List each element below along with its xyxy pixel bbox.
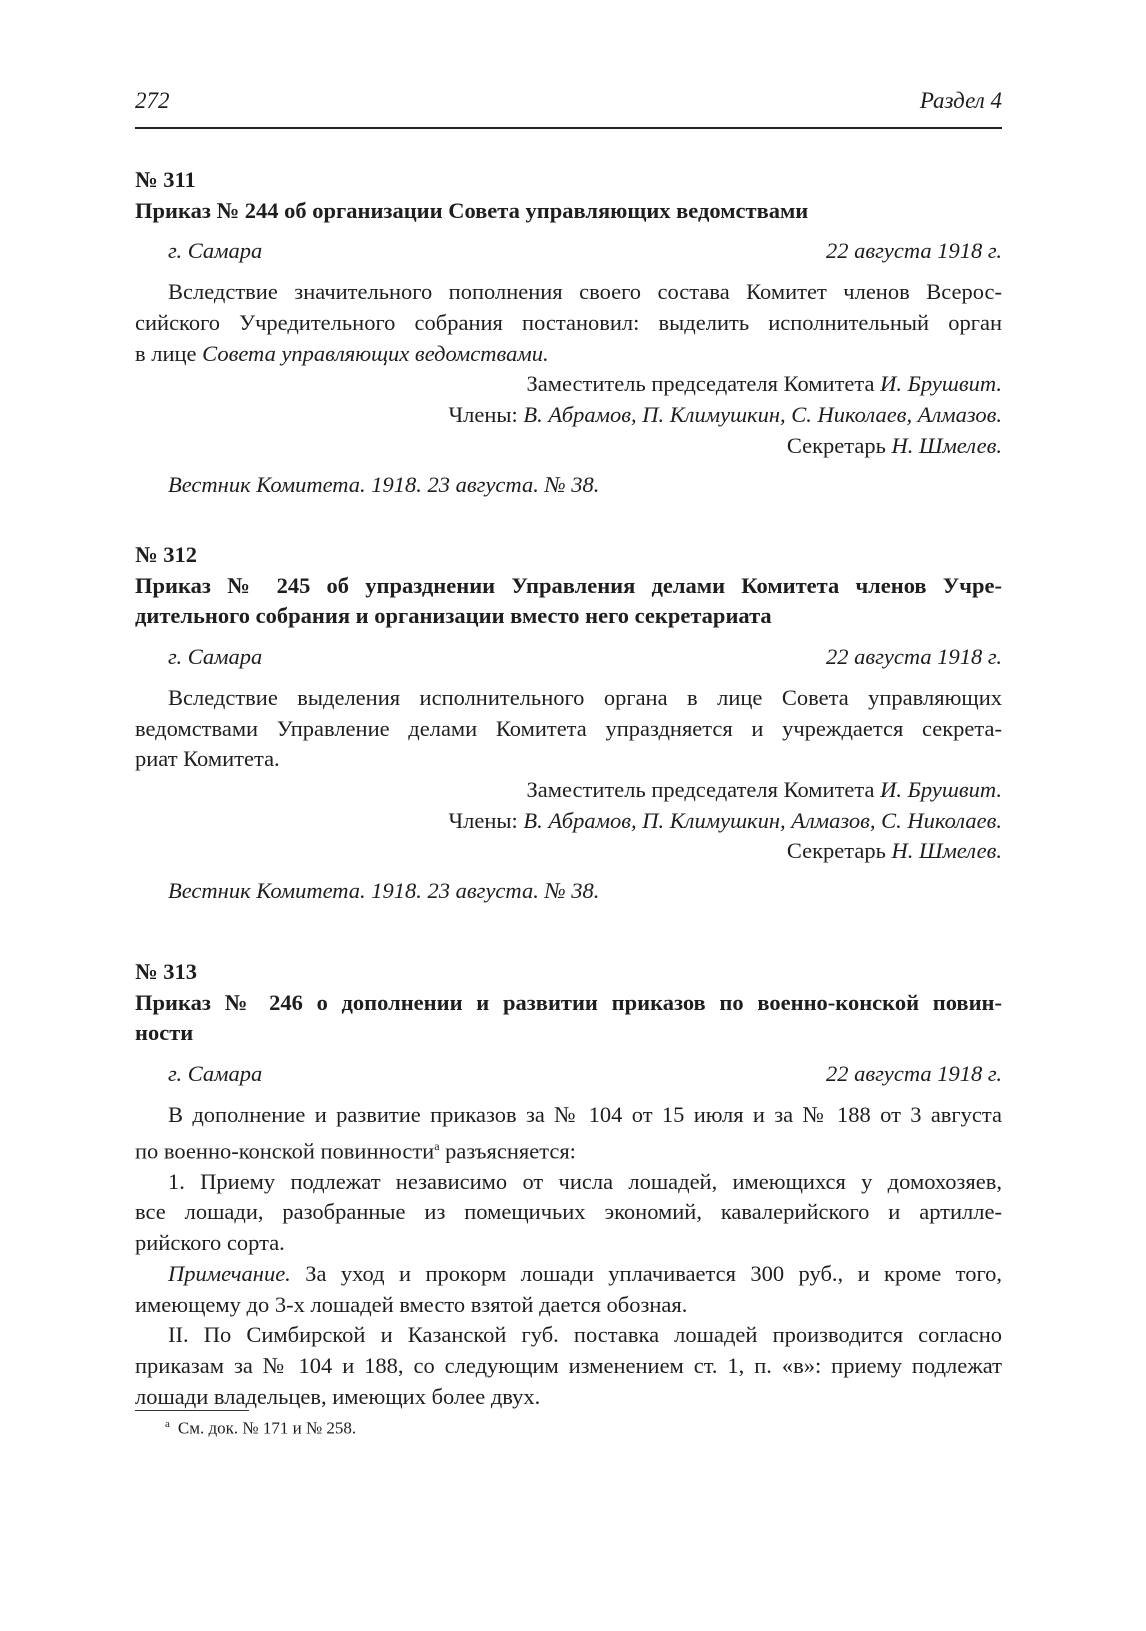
text-line — [135, 775, 1002, 806]
italic-run: В. Абрамов, П. Климушкин, Алмазов, С. Николаев. — [523, 807, 1002, 833]
text-line — [135, 400, 1002, 431]
document-body — [135, 1100, 1002, 1413]
text-run: Члены: — [448, 807, 524, 833]
text-run: приказам за № 104 и 188, со следующим изменением ст. 1, п. «в»: приему подлежат — [135, 1352, 1002, 1378]
text-run: риат Комитета. — [135, 746, 280, 772]
text-line — [135, 1351, 1002, 1382]
text-line — [135, 431, 1002, 462]
paragraph — [135, 1259, 1002, 1320]
text-run: Члены: — [448, 401, 524, 427]
text-line — [135, 714, 1002, 745]
italic-run: Н. Шмелев. — [891, 838, 1002, 864]
place-date-row — [135, 1059, 1002, 1090]
document-body — [135, 277, 1002, 369]
text-run: Секретарь — [786, 432, 892, 458]
document-number: № 313 — [135, 959, 197, 984]
paragraph — [135, 1320, 1002, 1412]
text-line — [135, 308, 1002, 339]
text-line — [135, 369, 1002, 400]
text-line — [135, 1320, 1002, 1351]
italic-run: И. Брушвит. — [880, 371, 1002, 397]
text-run: Заместитель председателя Комитета — [526, 371, 881, 397]
text-run: имеющему до 3-х лошадей вместо взятой дается обозная. — [135, 1291, 688, 1317]
paragraph — [135, 1100, 1002, 1167]
text-run: разъясняется: — [439, 1138, 576, 1164]
paragraph — [135, 683, 1002, 775]
italic-run: Н. Шмелев. — [891, 432, 1002, 458]
title-line: дительного собрания и организации вместо него секретариата — [135, 603, 772, 629]
section-title: Раздел 4 — [919, 88, 1002, 113]
text-line — [135, 1228, 1002, 1259]
place: г. Самара — [168, 238, 263, 264]
text-run: За уход и прокорм лошади уплачивается 300 руб., и кроме того, — [290, 1260, 1002, 1286]
date: 22 августа 1918 г. — [825, 1061, 1002, 1087]
text-line — [135, 1197, 1002, 1228]
place-date-row — [135, 236, 1002, 267]
title-line: Приказ № 244 об организации Совета управляющих ведомствами — [135, 197, 809, 223]
italic-run: В. Абрамов, П. Климушкин, С. Николаев, Алмазов. — [523, 401, 1002, 427]
document-313 — [135, 957, 1002, 1412]
text-run: рийского сорта. — [135, 1230, 285, 1256]
document-312 — [135, 540, 1002, 907]
italic-run: Примечание. — [168, 1260, 291, 1286]
document-311 — [135, 165, 1002, 501]
text-line — [135, 1259, 1002, 1290]
text-run: В дополнение и развитие приказов за № 104 от 15 июля и за № 188 от 3 августа — [168, 1101, 1002, 1127]
text-run: сийского Учредительного собрания постановил: выделить исполнительный орган — [135, 309, 1002, 335]
source-citation: Вестник Комитета. 1918. 23 августа. № 38. — [168, 878, 600, 904]
place: г. Самара — [168, 1061, 263, 1087]
italic-run: Совета управляющих ведомствами. — [202, 340, 549, 366]
text-run: Вследствие значительного пополнения своего состава Комитет членов Всерос- — [168, 279, 1002, 305]
text-run: лошади владельцев, имеющих более двух. — [135, 1383, 541, 1409]
document-number: № 311 — [135, 167, 196, 192]
signatures — [135, 369, 1002, 461]
footnote-mark: а — [165, 1418, 170, 1430]
title-line: ности — [135, 1020, 194, 1046]
italic-run: И. Брушвит. — [880, 776, 1002, 802]
text-line — [135, 1167, 1002, 1198]
document-number: № 312 — [135, 542, 197, 567]
title-line: Приказ № 246 о дополнении и развитии приказов по военно-конской повин- — [135, 989, 1002, 1015]
place: г. Самара — [168, 644, 263, 670]
text-line — [135, 806, 1002, 837]
signatures — [135, 775, 1002, 867]
text-run: ведомствами Управление делами Комитета упраздняется и учреждается секрета- — [135, 715, 1002, 741]
footnote-ref: а — [434, 1138, 440, 1153]
date: 22 августа 1918 г. — [825, 644, 1002, 670]
text-run: Секретарь — [786, 838, 892, 864]
document-body — [135, 683, 1002, 775]
footnote-rule — [135, 1410, 249, 1411]
header-rule — [135, 127, 1002, 129]
source-citation: Вестник Комитета. 1918. 23 августа. № 38. — [168, 472, 600, 498]
text-run: II. По Симбирской и Казанской губ. поставка лошадей производится согласно — [168, 1322, 1002, 1348]
title-line: Приказ № 245 об упразднении Управления делами Комитета членов Учре- — [135, 572, 1002, 598]
place-date-row — [135, 642, 1002, 673]
date: 22 августа 1918 г. — [825, 238, 1002, 264]
paragraph — [135, 1167, 1002, 1259]
text-line — [135, 744, 1002, 775]
text-run: в лице — [135, 340, 203, 366]
document-title — [135, 988, 1002, 1049]
text-line — [135, 1290, 1002, 1321]
text-line — [135, 1382, 1002, 1413]
text-line — [135, 1100, 1002, 1131]
text-line — [135, 836, 1002, 867]
footnote — [165, 1418, 356, 1439]
text-run: 1. Приему подлежат независимо от числа лошадей, имеющихся у домохозяев, — [168, 1168, 1002, 1194]
footnote-text: См. док. № 171 и № 258. — [177, 1418, 357, 1438]
text-run: по военно-конской повинности — [135, 1138, 435, 1164]
text-line — [135, 1131, 1002, 1167]
text-run: Вследствие выделения исполнительного органа в лице Совета управляющих — [168, 684, 1002, 710]
page-number: 272 — [135, 88, 170, 113]
text-line — [135, 277, 1002, 308]
document-title — [135, 571, 1002, 632]
text-line — [135, 339, 1002, 370]
text-line — [135, 683, 1002, 714]
paragraph — [135, 277, 1002, 369]
text-run: все лошади, разобранные из помещичьих экономий, кавалерийского и артилле- — [135, 1199, 1002, 1225]
document-title — [135, 196, 1002, 227]
text-run: Заместитель председателя Комитета — [526, 776, 881, 802]
